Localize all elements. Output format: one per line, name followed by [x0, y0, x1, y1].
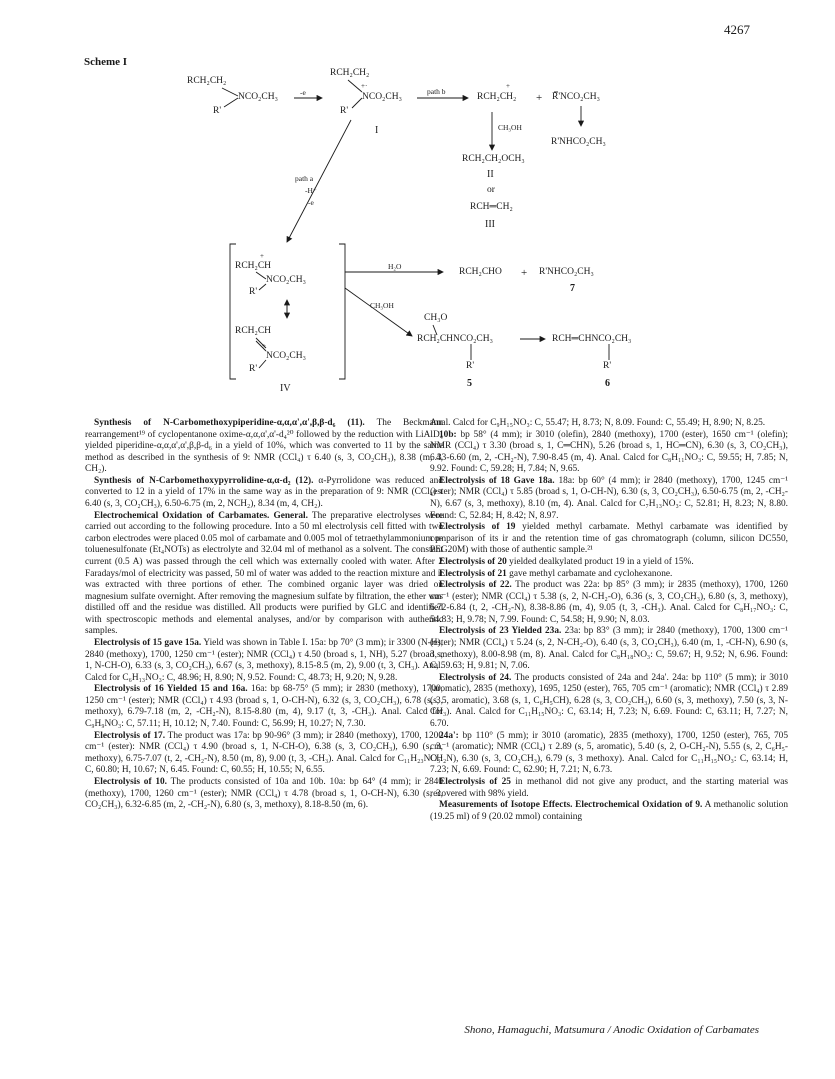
proton-loss-label: -H⁺	[305, 186, 317, 195]
paragraph-heading: Synthesis of N-Carbomethoxypyrrolidine-α,α-d₂ (12).	[94, 475, 314, 486]
paragraph	[430, 522, 788, 557]
paragraph-body: The products consisted of 24a and 24a'. 24a: bp 110° (5 mm); ir 3010 (aromatic), 2835 (methoxy), 1695, 1250 (ester), 765, 705 cm⁻¹ (aromatic); NMR (CCl₄) τ 2.89 (s, 5, aromatic), 3.68 (s, 1, C₆H₅CH), 6.28 (s, 3, CO₂CH₃), 6.60 (s, 3, methoxy), 7.50 (s, 3, N-CH₃). Anal. Calcd for C₁₁H₁₅NO₃: C, 63.14; H, 7.23; N, 6.69. Found: C, 63.11; H, 7.27; N, 6.70.	[430, 672, 788, 730]
water-label: H₂O	[388, 262, 402, 271]
paragraph-body: in methanol did not give any product, and the starting material was recovered with 98% yield.	[430, 776, 788, 799]
right-text-column	[430, 418, 788, 823]
paragraph-heading: Electrolysis of 10.	[94, 776, 168, 787]
paragraph-body: 16a: bp 68-75° (5 mm); ir 2830 (methoxy), 1700, 1250 cm⁻¹ (ester); NMR (CCl₄) τ 4.93 (broad s, 1, O-CH-N), 6.32 (s, 3, CO₂CH₃), 6.78 (s, 3, methoxy), 6.79-7.18 (m, 2, -CH₂-N), 8.15-8.80 (m, 4), 9.17 (t, 3, -CH₃). Anal. Calcd for C₉H₉NO₃: C, 57.11; H, 10.12; N, 7.40. Found: C, 56.99; H, 10.27; N, 7.30.	[85, 684, 444, 730]
compound-label-6: 6	[605, 378, 610, 389]
carbamate-7: R'NHCO₂CH₃	[539, 267, 594, 277]
paragraph	[430, 777, 788, 800]
paragraph-body: The products consisted of 10a and 10b. 10a: bp 64° (4 mm); ir 2840 (methoxy), 1700, 1260 cm⁻¹ (ester); NMR (CCl₄) τ 4.78 (broad s, 1, O-CH-N), 6.30 (s, 3, CO₂CH₃), 6.32-6.85 (m, 2, -CH₂-N), 6.80 (s, 3, methoxy), 8.18-8.50 (m, 6).	[85, 776, 444, 811]
paragraph	[85, 511, 443, 638]
alkyl-cation-charge: +	[506, 82, 510, 90]
paragraph-heading: Synthesis of N-Carbomethoxypiperidine-α,α,α',α',β,β-d₆ (11).	[94, 418, 365, 428]
paragraph	[430, 731, 788, 777]
paragraph	[85, 731, 443, 777]
paragraph-heading: Electrolysis of 21	[439, 568, 507, 579]
iv-iminium-charge: +	[262, 342, 266, 350]
paragraph-body: Yield was shown in Table I. 15a: bp 70° (3 mm); ir 3300 (N-H), 2840 (methoxy), 1700, 1250 cm⁻¹ (ester); NMR (CCl₄) τ 4.50 (broad s, 1, NH), 5.27 (broad s, 1, N-CH-O), 6.33 (s, 3, CO₂CH₃), 6.67 (s, 3, methoxy), 8.15-8.5 (m, 2), 9.00 (t, 3, CH₃). Anal. Calcd for C₆H₁₃NO₃: C, 48.96; H, 8.90; N, 9.52. Found: C, 48.73; H, 9.20; N, 9.28.	[85, 637, 443, 683]
scheme-title: Scheme I	[84, 56, 128, 68]
paragraph-body: α-Pyrrolidone was reduced and converted to 12 in a yield of 17% in the same way as in the preparation of 9: NMR (CCl₄) τ 6.40 (s, 3, CO₂CH₃), 6.50-6.75 (m, 2, NCH₂), 8.34 (m, 4, CH₂).	[85, 475, 443, 510]
iv-iminium-r-prime: R'	[249, 364, 258, 374]
methanol-label-2: CH₃OH	[370, 301, 394, 310]
cation-nitrogen: NCO₂CH₃	[362, 92, 402, 102]
paragraph	[430, 569, 788, 581]
start-r-prime: R'	[213, 106, 222, 116]
paragraph-heading: Electrolysis of 25	[439, 776, 511, 787]
start-nitrogen: NCO₂CH₃	[238, 92, 278, 102]
product-5-r-prime: R'	[466, 361, 475, 371]
paragraph-heading: Electrolysis of 23 Yielded 23a.	[439, 626, 562, 637]
aldehyde-product: RCH₂CHO	[459, 267, 502, 277]
paragraph-body: The preparative electrolyses were carried out according to the following procedure. Into a 50 ml electrolysis cell fitted with two carbon electrodes were placed 0.05 mol of carbamate and 0.005 mol of tetraethylammonium p-toluenesulfonate (Et₄NOTs) as electrolyte and 32.04 ml of methanol as a solvent. The constant current (0.5 A) was passed through the cell which was externally cooled with water. After 2 Faradays/mol of electricity was passed, 50 ml of water was added to the reaction mixture and it was extracted with three portions of ether. The combined organic layer was dried on magnesium sulfate overnight. After removing the magnesium sulfate by filtration, the ether was distilled off and the residue was distilled. All products were purified by GLC and identified with spectroscopic methods and elemental analyses, and/or by comparison with authentic samples.	[85, 510, 444, 637]
paragraph-body: Anal. Calcd for C₉H₁₅NO₃: C, 55.47; H, 8.73; N, 8.09. Found: C, 55.49; H, 8.90; N, 8.25.	[430, 418, 766, 428]
paragraph-heading: Measurements of Isotope Effects. Electrochemical Oxidation of 9.	[439, 800, 703, 811]
product-6-r-prime: R'	[603, 361, 612, 371]
paragraph-heading: Electrolysis of 22.	[439, 580, 512, 591]
paragraph-body: The product was 22a: bp 85° (3 mm); ir 2835 (methoxy), 1700, 1260 cm⁻¹ (ester); NMR (CCl₄) τ 5.38 (s, 2, N-CH₂-O), 6.36 (s, 3, CO₂CH₃), 6.80 (s, 3, methoxy), 6.72-6.84 (t, 2, -CH₂-N), 8.38-8.86 (m, 4), 9.05 (t, 3, -CH₃). Anal. Calcd for C₈H₁₇NO₃: C, 54.83; H, 9.78; N, 7.99. Found: C, 54.58; H, 9.90; N, 8.03.	[430, 580, 789, 625]
paragraph-body: 18a: bp 60° (4 mm); ir 2840 (methoxy), 1700, 1245 cm⁻¹ (ester); NMR (CCl₄) τ 5.85 (broad s, 1, O-CH-N), 6.30 (s, 3, CO₂CH₃), 6.50-6.75 (m, 2, -CH₂-N), 6.67 (s, 3, methoxy), 8.10 (m, 4). Anal. Calcd for C₇H₁₃NO₃: C, 52.81; H, 8.23; N, 8.80. Found: C, 52.84; H, 8.42; N, 8.97.	[430, 475, 788, 521]
alkyl-cation: RCH₂CH₂	[477, 92, 517, 102]
compound-label-iii: III	[485, 219, 495, 230]
carbamate-product: R'NHCO₂CH₃	[551, 137, 606, 147]
radical-cation-sign: +·	[361, 82, 368, 90]
start-alkyl: RCH₂CH₂	[187, 76, 227, 86]
paragraph	[430, 430, 788, 476]
compound-label-ii: II	[487, 169, 494, 180]
paragraph	[85, 418, 443, 476]
or-text: or	[487, 185, 495, 195]
paragraph	[85, 476, 443, 511]
paragraph-body: yielded methyl carbamate. Methyl carbamate was identified by comparison of its ir and the retention time of gas chromatograph (column, silicon DC550, PEG20M) with those of authentic sample.²¹	[430, 522, 788, 556]
paragraph	[85, 638, 443, 684]
electron-loss-label: -e	[300, 88, 306, 97]
paragraph-heading: Electrolysis of 20	[439, 556, 507, 567]
paragraph-body: bp 110° (5 mm); ir 3010 (aromatic), 2835 (methoxy), 1700, 1250 (ester), 765, 705 cm⁻¹ (aromatic); NMR (CCl₄) τ 2.89 (s, 5, aromatic), 5.40 (s, 2, O-CH₂-N), 5.55 (s, 2, C₆H₅-CH₂N), 6.30 (s, 3, CO₂CH₃), 6.79 (s, 3 methoxy). Anal. Calcd for C₁₁H₁₅NO₃: C, 63.14; H, 7.23; N, 6.69. Found: C, 62.90; H, 7.21; N, 6.73.	[430, 730, 788, 776]
paragraph	[85, 684, 443, 730]
product-5: RCH₂CHNCO₂CH₃	[417, 334, 493, 344]
path-a-label: path a	[295, 174, 314, 183]
cation-r-prime: R'	[340, 106, 349, 116]
plus-sign-2: +	[521, 267, 528, 279]
paragraph	[430, 673, 788, 731]
iv-carbocation-charge: +	[260, 252, 264, 260]
electron-loss-label-2: -e	[308, 198, 314, 207]
paragraph-body: gave methyl carbamate and cyclohexanone.	[509, 568, 673, 579]
paragraph-body: 23a: bp 83° (3 mm); ir 2840 (methoxy), 1700, 1300 cm⁻¹ (ester); NMR (CCl₄) τ 5.24 (s, 2, N-CH₂-O), 6.40 (s, 3, CO₂CH₃), 6.40 (m, 1, -CH-N), 6.90 (s, 3, methoxy), 8.00-8.98 (m, 8). Anal. Calcd for C₈H₁₈NO₃: C, 59.67; H, 9.52; N, 6.96. Found: C, 59.63; H, 9.81; N, 7.06.	[430, 626, 788, 672]
paragraph-heading: Electrolysis of 17.	[94, 730, 166, 741]
paragraph-body: The Beckmann rearrangement¹⁹ of cyclopentanone oxime-α,α,α',α'-d₄²⁰ followed by the reduction with LiAlD₄ yielded piperidine-α,α,α',α',β,β-d₆ in a yield of 10%, which was converted to 11 by the same method as described in the synthesis of 9: NMR (CCl₄) τ 6.40 (s, 3, CO₂CH₃), 8.38 (m, 4, CH₂).	[85, 418, 443, 475]
paragraph-heading: Electrolysis of 19	[439, 522, 516, 533]
paragraph	[430, 418, 788, 430]
paragraph	[430, 476, 788, 522]
plus-sign-1: +	[536, 92, 543, 104]
product-5-methoxy: CH₃O	[424, 313, 448, 323]
iv-carbocation: RCH₂CH	[235, 261, 272, 271]
paragraph	[430, 800, 788, 823]
paragraph-body: The product was 17a: bp 90-96° (3 mm); ir 2840 (methoxy), 1700, 1200 cm⁻¹ (ester): NMR (CCl₄) τ 4.90 (broad s, 1, N-CH-O), 6.38 (s, 3, CO₂CH₃), 6.90 (s, 3, methoxy), 6.75-7.07 (t, 2, -CH₂-N), 8.50 (m, 8), 9.00 (t, 3, -CH₃). Anal. Calcd for C₁₁H₂₃NO₃: C, 60.80; H, 10.67; N, 6.45. Found: C, 60.55; H, 10.55; N, 6.55.	[85, 730, 443, 776]
compound-label-5: 5	[467, 378, 472, 389]
cation-alkyl: RCH₂CH₂	[330, 68, 370, 78]
iv-iminium-nitrogen: NCO₂CH₃	[266, 351, 306, 361]
ether-product: RCH₂CH₂OCH₃	[462, 154, 525, 164]
paragraph-heading: Electrochemical Oxidation of Carbamates. General.	[94, 510, 308, 521]
paragraph	[430, 580, 788, 626]
paragraph-heading: Electrolysis of 15 gave 15a.	[94, 637, 202, 648]
paragraph-body: yielded dealkylated product 19 in a yield of 15%.	[509, 556, 694, 567]
methanol-label-1: CH₃OH	[498, 123, 522, 132]
paragraph	[430, 626, 788, 672]
paragraph	[85, 777, 443, 812]
running-footer: Shono, Hamaguchi, Matsumura / Anodic Oxidation of Carbamates	[464, 1024, 759, 1036]
paragraph	[430, 557, 788, 569]
paragraph-heading: Electrolysis of 16 Yielded 15 and 16a.	[94, 684, 248, 695]
paragraph-body: bp 58° (4 mm); ir 3010 (olefin), 2840 (methoxy), 1700 (ester), 1650 cm⁻¹ (olefin); NMR (CCl₄) τ 3.30 (broad s, 1, C═CHN), 5.26 (broad s, 1, HC═CN), 6.30 (s, 3, CO₂CH₃), 6.33-6.60 (m, 2, -CH₂-N), 7.90-8.45 (m, 4). Anal. Calcd for C₈H₁₁NO₃: C, 59.55; H, 7.85; N, 9.92. Found: C, 59.28; H, 7.84; N, 9.65.	[430, 429, 788, 475]
paragraph-heading: 24a':	[439, 730, 459, 741]
paragraph-body: A methanolic solution (19.25 ml) of 9 (20.02 mmol) containing	[430, 800, 789, 822]
olefin-product: RCH═CH₂	[470, 202, 513, 212]
product-6: RCH═CHNCO₂CH₃	[552, 334, 632, 344]
page-number: 4267	[724, 22, 750, 37]
nitrene: R'NCO₂CH₃	[552, 92, 600, 102]
paragraph-heading: Electrolysis of 24.	[439, 672, 512, 683]
path-b-label: path b	[427, 87, 446, 96]
paragraph-heading: Electrolysis of 18 Gave 18a.	[439, 475, 555, 486]
compound-label-iv: IV	[280, 383, 291, 394]
paragraph-heading: 10b:	[439, 429, 457, 440]
iv-carbocation-nitrogen: NCO₂CH₃	[266, 275, 306, 285]
iv-carbocation-r-prime: R'	[249, 287, 258, 297]
iv-iminium: RCH₂CH	[235, 326, 272, 336]
left-text-column	[85, 418, 443, 812]
compound-label-i: I	[375, 125, 379, 136]
compound-label-7: 7	[570, 283, 575, 294]
